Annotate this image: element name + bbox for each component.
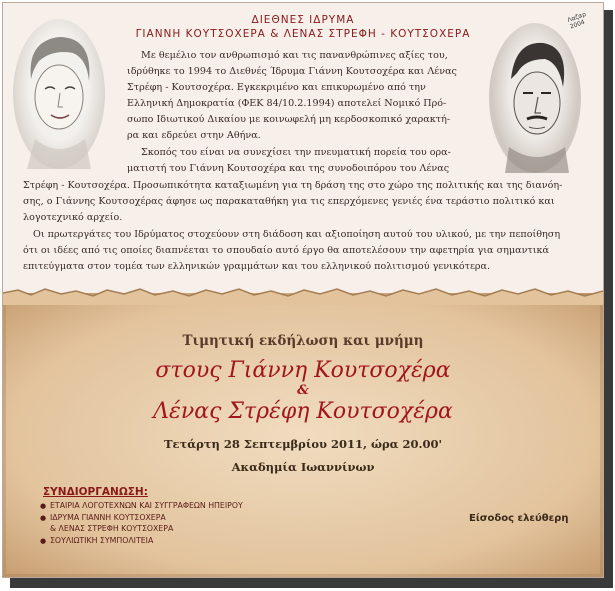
intro-text-line: Στρέφη - Κουτσοχέρα. Προσωπικότητα καταξιωμένη για τη δράση της στο χώρο της πολιτικής και της διανόη- [23,180,563,191]
ampersand: & [297,383,309,398]
organizer-item [40,501,243,510]
intro-text-line: επιτεύγματα στον τομέα των ελληνικών γραμμάτων και του ελληνικού πολιτισμού γενικότερα. [23,261,491,272]
organizer-label: ΙΔΡΥΜΑ ΓΙΑΝΝΗ ΚΟΥΤΣΟΧΕΡΑ [50,513,166,522]
intro-text-line: Με θεμέλιο τον ανθρωπισμό και τις πανανθρώπινες αξίες του, [141,50,448,61]
organizer-item [40,513,166,522]
intro-text-line: σωπο Ιδιωτικού Δικαίου με κοινωφελή μη κερδοσκοπικό χαρακτή- [127,114,451,125]
intro-text-line: Οι πρωτεργάτες του Ιδρύματος στοχεύουν στη διάδοση και αξιοποίηση αυτού του υλικού, με την πεποίθηση [33,229,561,240]
event-date: Τετάρτη 28 Σεπτεμβρίου 2011, ώρα 20.00' [163,437,443,451]
honoree-name-2: Λένας Στρέφη Κουτσοχέρα [153,399,453,424]
co-organizers-heading: ΣΥΝΔΙΟΡΓΑΝΩΣΗ: [43,486,148,498]
bullet-icon: ● [40,514,47,522]
intro-text-line: Σκοπός του είναι να συνεχίσει την πνευματική πορεία του ορα- [141,147,451,158]
intro-text-line: Στρέφη - Κουτσοχέρα. Εγκεκριμένο και επικυρωμένο από την [127,82,426,93]
torn-paper-edge [3,281,603,305]
intro-text-line: λογοτεχνικό αρχείο. [23,212,123,223]
invitation-card [2,2,604,578]
artist-signature: Λαζαρ 2004 [566,10,587,31]
foundation-info-section [3,3,603,293]
event-venue: Ακαδημία Ιωαννίνων [231,460,375,474]
honoree-name-1: στους Γιάννη Κουτσοχέρα [155,358,451,383]
intro-text-line: ρα και εδρεύει στην Αθήνα. [127,130,261,141]
portrait-giannis-koutsocheras [489,23,581,173]
intro-text-line: ότι οι ιδέες από τις οποίες διαπνέεται το σπουδαίο αυτό έργο θα αποτελέσουν την αφετηρία για σημαντικά [23,245,549,256]
intro-text-line: ιδρύθηκε το 1994 το Διεθνές Ίδρυμα Γιάννη Κουτσοχέρα και Λένας [127,66,457,77]
portrait-lena-strefi [13,19,105,169]
event-title: Τιμητική εκδήλωση και μνήμη [182,333,424,349]
foundation-heading-line2: ΓΙΑΝΝΗ ΚΟΥΤΣΟΧΕΡΑ & ΛΕΝΑΣ ΣΤΡΕΦΗ - ΚΟΥΤΣΟΧΕΡΑ [135,28,471,40]
organizer-item-continuation: & ΛΕΝΑΣ ΣΤΡΕΦΗ ΚΟΥΤΣΟΧΕΡΑ [50,524,174,533]
intro-text-line: σης, ο Γιάννης Κουτσοχέρας άφησε ως παρακαταθήκη για τις επερχόμενες γενιές ένα τεράστιο πολιτικό και [23,196,555,207]
free-admission-note: Είσοδος ελεύθερη [469,513,569,524]
intro-text-line: ματιστή του Γιάννη Κουτσοχέρα και της συνοδοιπόρου του Λένας [127,163,450,174]
bullet-icon: ● [40,537,47,545]
bullet-icon: ● [40,502,47,510]
foundation-heading-line1: ΔΙΕΘΝΕΣ ΙΔΡΥΜΑ [251,14,355,26]
organizer-label: ΣΟΥΛΙΩΤΙΚΗ ΣΥΜΠΟΛΙΤΕΙΑ [50,536,154,545]
organizer-item [40,536,153,545]
intro-text-line: Ελληνική Δημοκρατία (ΦΕΚ 84/10.2.1994) αποτελεί Νομικό Πρό- [127,98,447,109]
organizer-label: ΕΤΑΙΡΙΑ ΛΟΓΟΤΕΧΝΩΝ ΚΑΙ ΣΥΓΓΡΑΦΕΩΝ ΗΠΕΙΡΟΥ [50,501,243,510]
